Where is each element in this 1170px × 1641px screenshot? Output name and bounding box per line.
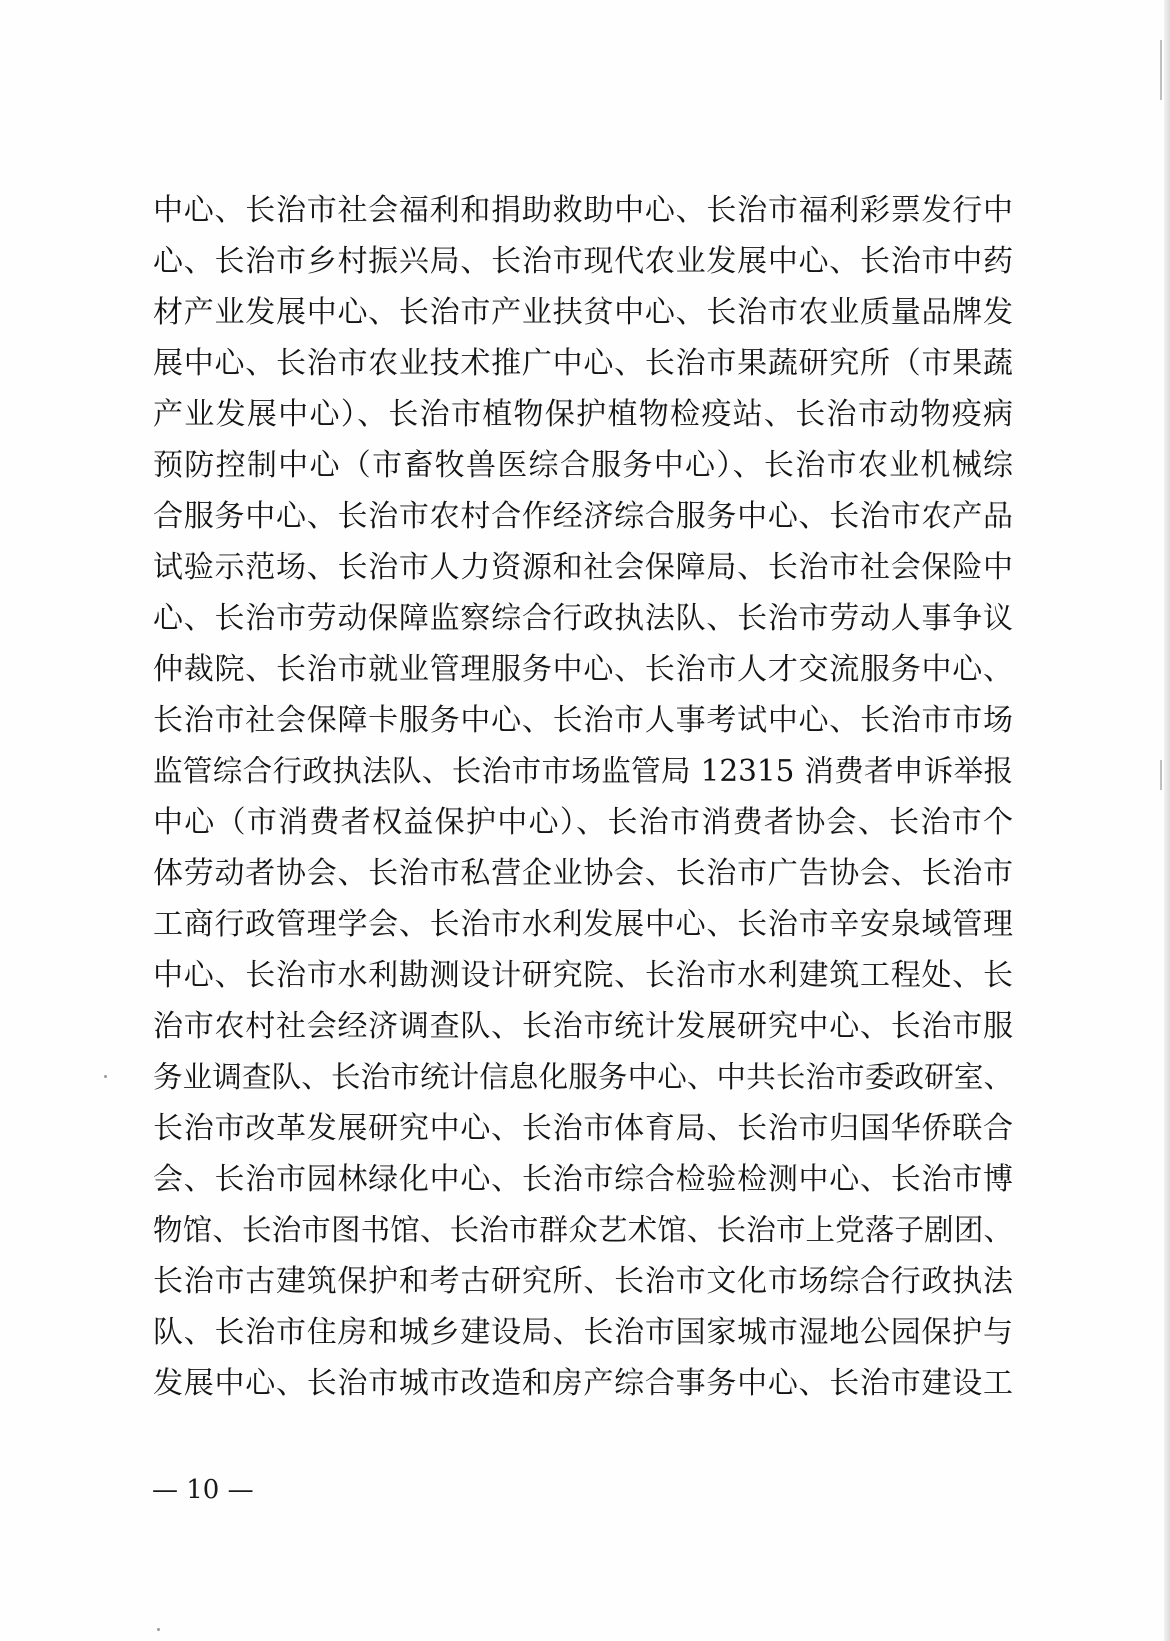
text-line: 展中心、长治市农业技术推广中心、长治市果蔬研究所（市果蔬 bbox=[153, 346, 1013, 381]
text-line: 材产业发展中心、长治市产业扶贫中心、长治市农业质量品牌发 bbox=[153, 295, 1013, 330]
text-line: 物馆、长治市图书馆、长治市群众艺术馆、长治市上党落子剧团、 bbox=[153, 1213, 1013, 1247]
scan-speck bbox=[104, 1075, 107, 1078]
text-line: 心、长治市劳动保障监察综合行政执法队、长治市劳动人事争议 bbox=[153, 601, 1013, 636]
body-text bbox=[153, 185, 1013, 1409]
text-line: 试验示范场、长治市人力资源和社会保障局、长治市社会保险中 bbox=[153, 550, 1013, 585]
text-line: 工商行政管理学会、长治市水利发展中心、长治市辛安泉域管理 bbox=[153, 907, 1013, 942]
text-line: 中心（市消费者权益保护中心）、长治市消费者协会、长治市个 bbox=[153, 805, 1013, 840]
page-edge-shadow bbox=[1164, 0, 1170, 1641]
text-line: 监管综合行政执法队、长治市市场监管局 12315 消费者申诉举报 bbox=[153, 754, 1013, 788]
page-number: — 10 — bbox=[152, 1475, 254, 1505]
text-line: 会、长治市园林绿化中心、长治市综合检验检测中心、长治市博 bbox=[153, 1162, 1013, 1197]
scan-speck bbox=[157, 1628, 160, 1631]
text-line: 产业发展中心）、长治市植物保护植物检疫站、长治市动物疫病 bbox=[153, 397, 1013, 432]
text-line: 发展中心、长治市城市改造和房产综合事务中心、长治市建设工 bbox=[153, 1366, 1013, 1401]
scan-edge-mark bbox=[1160, 40, 1162, 100]
text-line: 预防控制中心（市畜牧兽医综合服务中心）、长治市农业机械综 bbox=[153, 448, 1013, 483]
text-line: 仲裁院、长治市就业管理服务中心、长治市人才交流服务中心、 bbox=[153, 652, 1013, 687]
text-line: 长治市改革发展研究中心、长治市体育局、长治市归国华侨联合 bbox=[153, 1111, 1013, 1146]
text-line: 合服务中心、长治市农村合作经济综合服务中心、长治市农产品 bbox=[153, 499, 1013, 534]
text-line: 体劳动者协会、长治市私营企业协会、长治市广告协会、长治市 bbox=[153, 856, 1013, 891]
text-line: 务业调查队、长治市统计信息化服务中心、中共长治市委政研室、 bbox=[153, 1060, 1013, 1094]
text-line: 心、长治市乡村振兴局、长治市现代农业发展中心、长治市中药 bbox=[153, 244, 1013, 279]
text-line: 中心、长治市水利勘测设计研究院、长治市水利建筑工程处、长 bbox=[153, 958, 1013, 993]
text-line: 治市农村社会经济调查队、长治市统计发展研究中心、长治市服 bbox=[153, 1009, 1013, 1044]
scan-edge-mark bbox=[1160, 760, 1162, 790]
text-line: 队、长治市住房和城乡建设局、长治市国家城市湿地公园保护与 bbox=[153, 1315, 1013, 1350]
text-line: 中心、长治市社会福利和捐助救助中心、长治市福利彩票发行中 bbox=[153, 193, 1013, 228]
text-line: 长治市社会保障卡服务中心、长治市人事考试中心、长治市市场 bbox=[153, 703, 1013, 738]
text-line: 长治市古建筑保护和考古研究所、长治市文化市场综合行政执法 bbox=[153, 1264, 1013, 1299]
